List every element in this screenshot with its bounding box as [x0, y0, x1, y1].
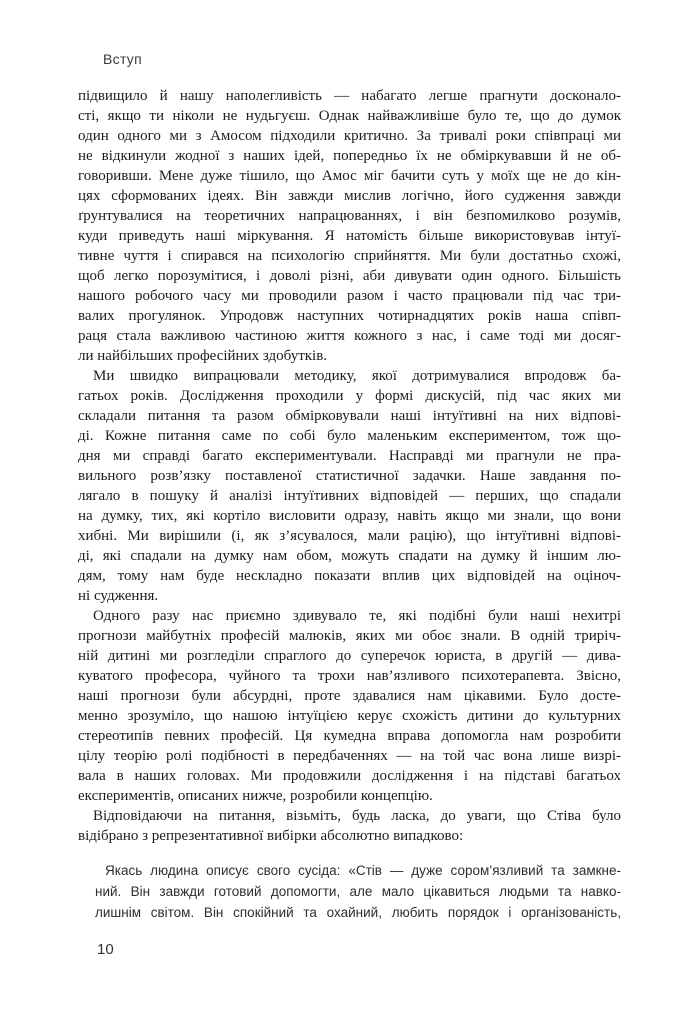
text-line: відібрано з репрезентативної вибірки абсолютно випадково:	[78, 828, 464, 844]
text-line: стереотипів певних професій. Ця кумедна вправа допомогла нам розробити	[78, 728, 621, 744]
text-line: хибні. Ми вирішили (і, як з’ясувалося, мали рацію), що інтуїтивні відпові-	[78, 528, 621, 544]
text-line: ні судження.	[78, 588, 159, 604]
text-line: ли найбільших професійних здобутків.	[78, 348, 328, 364]
text-line: ді, які спадали на думку нам обом, можуть спадати на думку й іншим лю-	[78, 548, 621, 564]
text-line: щоб легко порозумітися, і доволі різні, аби дивувати один одного. Більшість	[78, 268, 621, 284]
text-line: Відповідаючи на питання, візьміть, будь ласка, до уваги, що Стіва було	[93, 808, 621, 824]
text-line: вала в наших головах. Ми продовжили дослідження і на підставі багатьох	[78, 768, 621, 784]
text-line: Якась людина описує свого сусіда: «Стів — дуже сором’язливий та замкне-	[105, 863, 621, 878]
body-text-container	[78, 86, 621, 846]
text-line: ній дитині ми розгледіли спраглого до суперечок юриста, в другій — дива-	[78, 648, 621, 664]
text-line: сті, якщо ти ніколи не нудьгуєш. Однак найважливіше було те, що до думок	[78, 108, 621, 124]
text-line: гатьох років. Дослідження проходили у формі дискусій, під час яких ми	[78, 388, 621, 404]
text-line: експериментів, описаних нижче, розробили концепцію.	[78, 788, 433, 804]
text-line: куди приведуть наші міркування. Я натомість більше використовував інтуї-	[78, 228, 621, 244]
text-line: наші прогнози були абсурдні, проте здавалися нам цікавими. Було досте-	[78, 688, 621, 704]
text-line: вильного розв’язку поставленої статистичної задачки. Наше завдання по-	[78, 468, 621, 484]
text-line: Ми швидко випрацювали методику, якої дотримувалися впродовж ба-	[93, 368, 621, 384]
text-line: дня ми справді багато експериментували. Насправді ми прагнули не пра-	[78, 448, 621, 464]
text-line: цілу теорію ролі подібності в передбаченнях — на той час вона лише визрі-	[78, 748, 621, 764]
text-line: складали питання та разом обмірковували наші інтуїтивні на них відпові-	[78, 408, 621, 424]
text-line: куватого професора, чуйного та трохи нав’язливого психотерапевта. Звісно,	[78, 668, 621, 684]
text-line: ґрунтувалися на теоретичних напрацюваннях, і він безпомилково розумів,	[78, 208, 621, 224]
text-line: дям, тому нам буде нескладно показати вплив цих відповідей на оціноч-	[78, 568, 621, 584]
block-quote	[95, 860, 621, 923]
text-line: валих прогулянок. Упродовж наступних чотирнадцятих років наша співп-	[78, 308, 621, 324]
text-line: нашого робочого часу ми проводили разом і часто працювали під час три-	[78, 288, 621, 304]
text-line: на думку, тих, які кортіло висловити одразу, навіть якщо ми знали, що вони	[78, 508, 621, 524]
text-line: цях сформованих ідеях. Він завжди мислив логічно, його судження завжди	[78, 188, 621, 204]
text-line: один одного ми з Амосом підходили критично. За тривалі роки співпраці ми	[78, 128, 621, 144]
text-line: лишнім світом. Він спокійний та охайний, любить порядок і організованість,	[95, 905, 621, 920]
text-line: тивне чуття і спирався на психологію сприйняття. Ми були достатньо схожі,	[78, 248, 621, 264]
text-line: прогнози майбутніх професій малюків, яких ми обоє знали. В одній триріч-	[78, 628, 621, 644]
text-line: раця стала важливою частиною життя кожного з нас, і саме тоді ми досяг-	[78, 328, 621, 344]
text-line: ний. Він завжди готовий допомогти, але мало цікавиться людьми та навко-	[95, 884, 621, 899]
text-line: ді. Кожне питання саме по собі було маленьким експериментом, тож що-	[78, 428, 621, 444]
text-line: підвищило й нашу наполегливість — набагато легше прагнути досконало-	[78, 88, 621, 104]
text-line: не відкинули жодної з наших ідей, попередньо їх не обміркувавши й не об-	[78, 148, 621, 164]
text-line: менно зрозуміло, що нашою інтуїцією керує схожість дитини до культурних	[78, 708, 621, 724]
text-line: Одного разу нас приємно здивувало те, які подібні були наші нехитрі	[93, 608, 621, 624]
page-number: 10	[97, 941, 114, 958]
text-line: говоривши. Мене дуже тішило, що Амос міг бачити суть у моїх ще не до кін-	[78, 168, 621, 184]
text-line: лягало в пошуку й аналізі інтуїтивних відповідей — перших, що спадали	[78, 488, 621, 504]
running-header: Вступ	[103, 51, 142, 67]
